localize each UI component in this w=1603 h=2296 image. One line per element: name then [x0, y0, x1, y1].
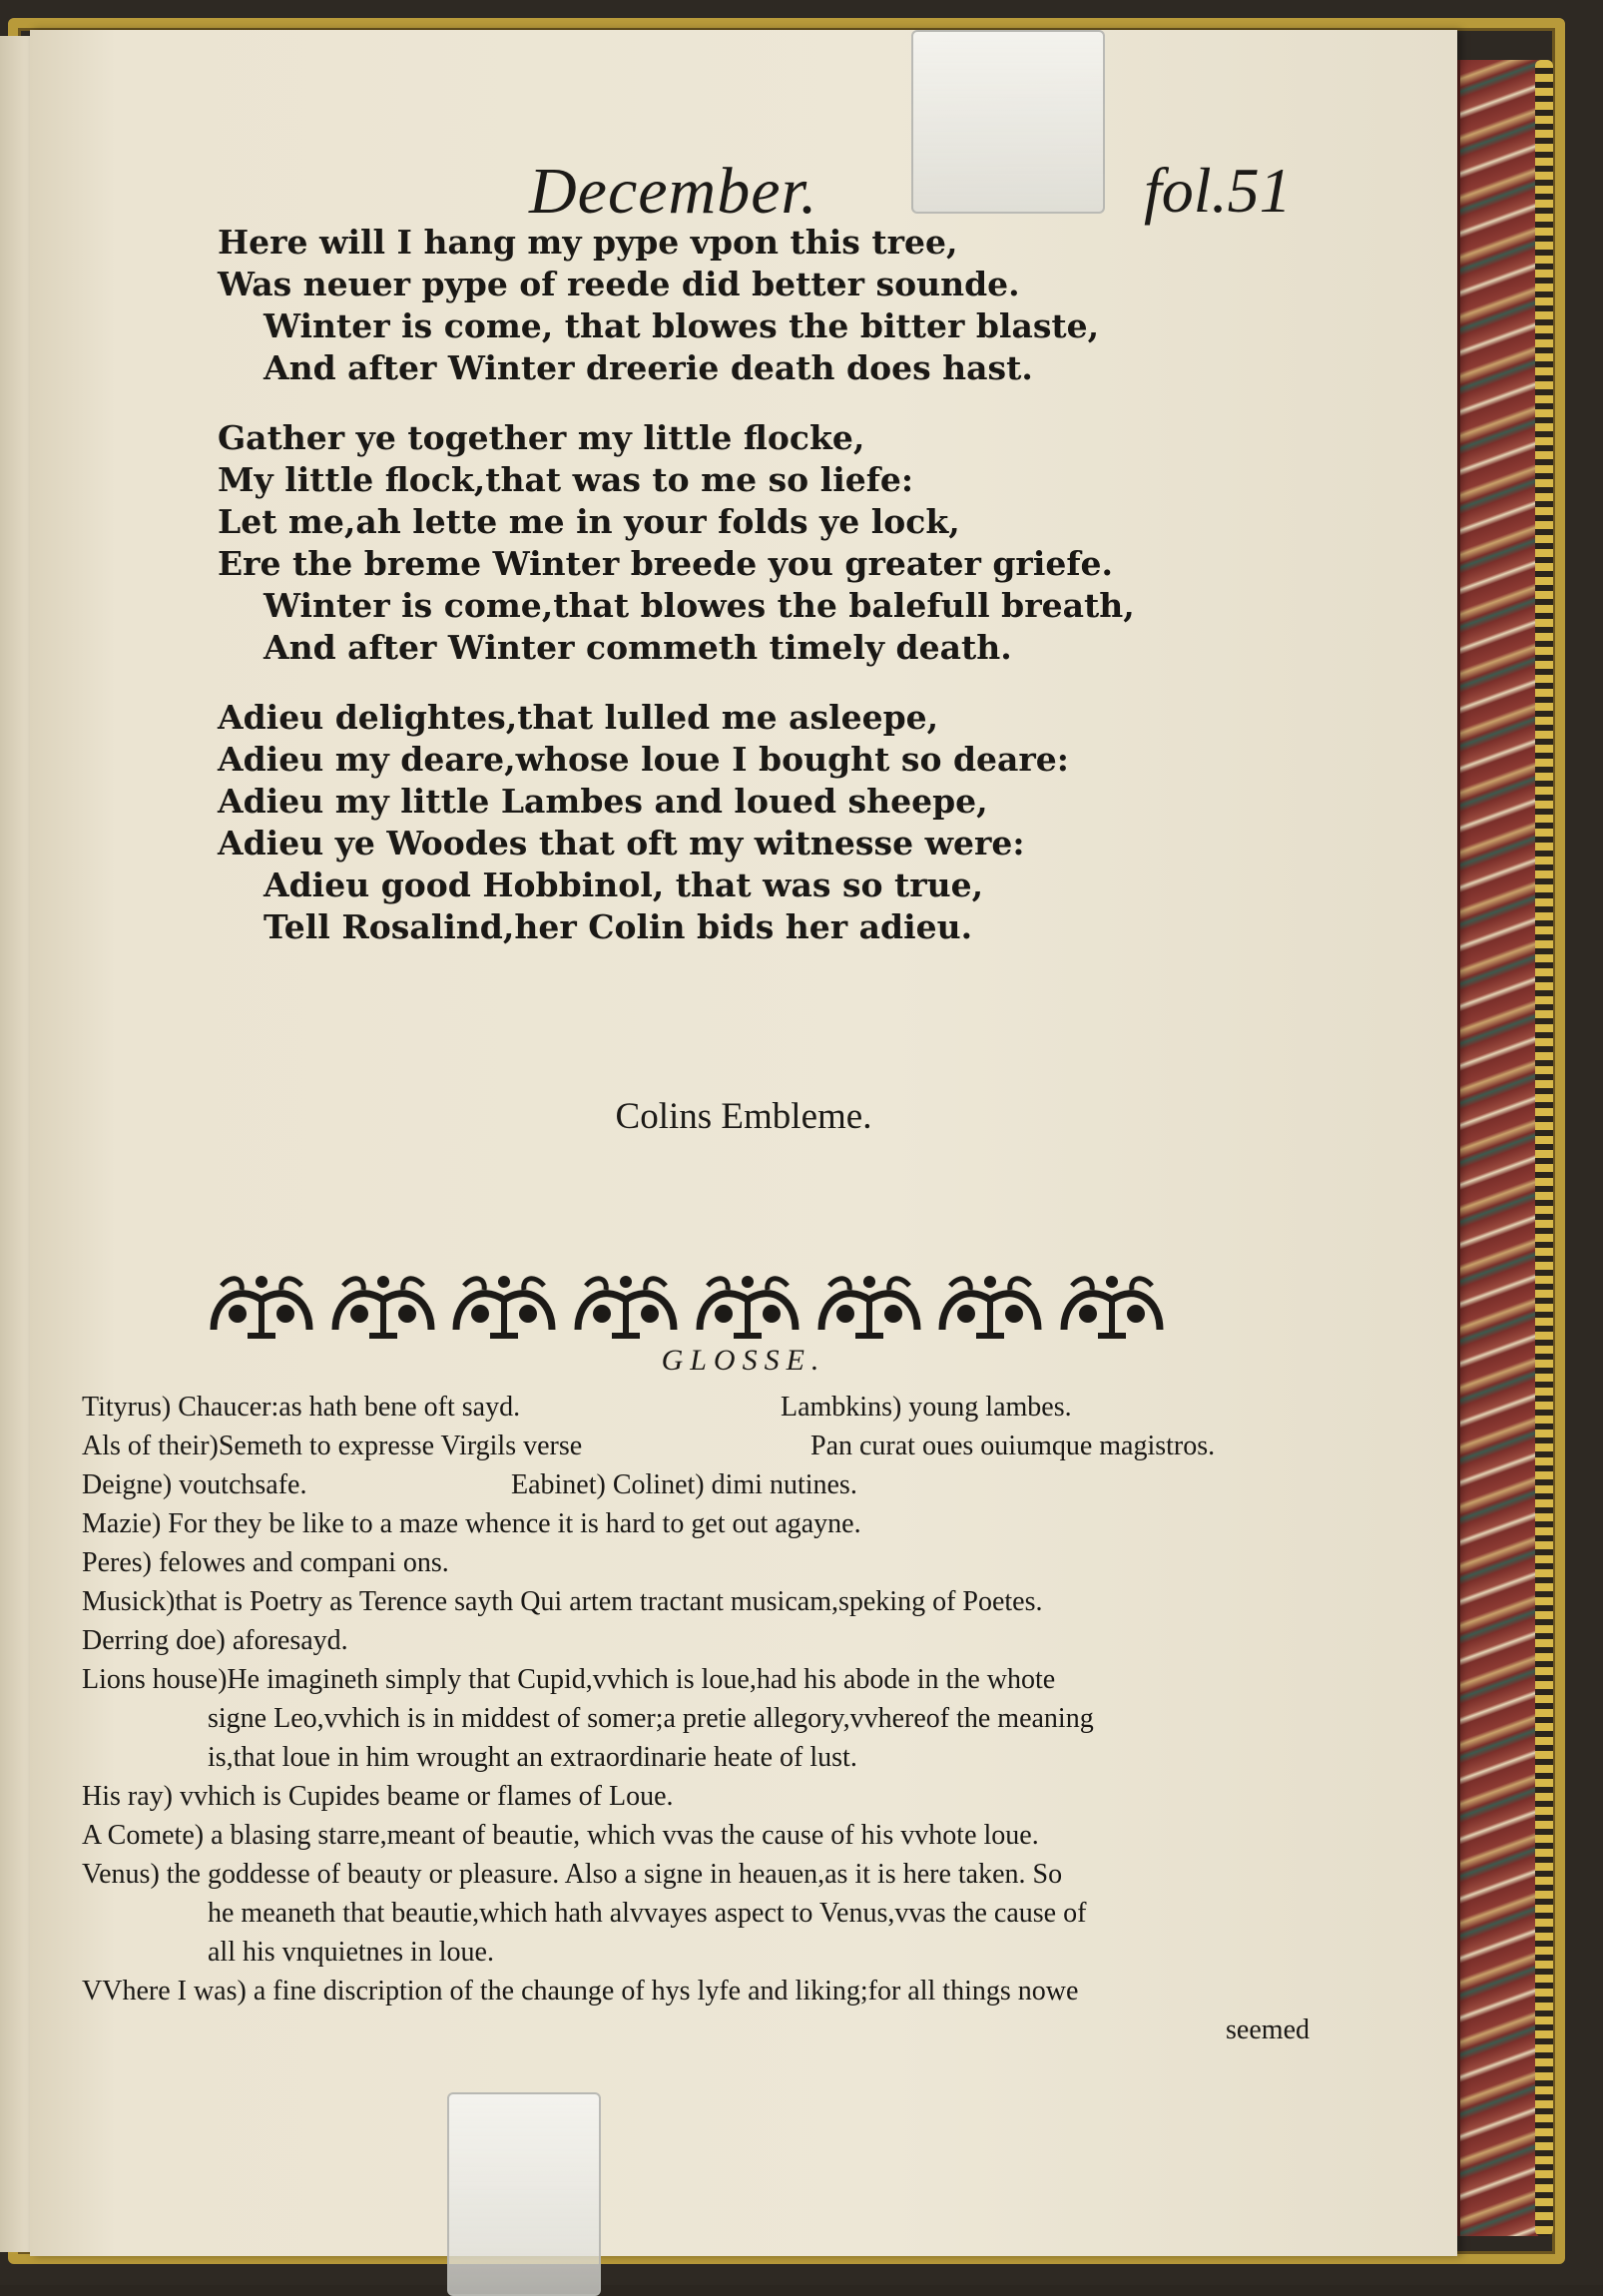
verse-line: And after Winter commeth timely death. — [264, 628, 1012, 667]
gloss-text-second-column: Pan curat oues ouiumque magistros. — [810, 1431, 1216, 1461]
verse-line: Winter is come,that blowes the balefull breath, — [264, 586, 1135, 625]
page-clip-bottom — [447, 2092, 601, 2296]
gloss-text: Derring doe) aforesayd. — [82, 1625, 348, 1656]
fleuron-ornament-icon — [450, 1270, 558, 1346]
verse-line: Gather ye together my little flocke, — [218, 418, 865, 457]
gloss-text-second-column: Lambkins) young lambes. — [781, 1392, 1072, 1423]
verse-line: Tell Rosalind,her Colin bids her adieu. — [264, 907, 973, 946]
verse-line: Adieu ye Woodes that oft my witnesse were: — [218, 824, 1025, 862]
gloss-entry — [82, 1388, 1320, 1427]
gloss-entry — [82, 1699, 1320, 1738]
gloss-entry — [82, 1816, 1320, 1855]
verse-block — [218, 222, 1365, 976]
fleuron-ornament-icon — [1058, 1270, 1166, 1346]
fleuron-ornament-icon — [572, 1270, 680, 1346]
gloss-entry — [82, 1933, 1320, 1972]
ornament-band — [208, 1268, 1166, 1348]
gloss-text: all his vnquietnes in loue. — [208, 1937, 494, 1968]
emblem-heading: Colins Embleme. — [615, 1096, 872, 1137]
gloss-entry — [82, 1465, 1320, 1504]
fleuron-ornament-icon — [329, 1270, 437, 1346]
gloss-text: signe Leo,vvhich is in middest of somer;a pretie allegory,vvhereof the meaning — [208, 1703, 1094, 1734]
gloss-text: Mazie) For they be like to a maze whence it is hard to get out agayne. — [82, 1508, 861, 1539]
verse-line: Adieu delightes,that lulled me asleepe, — [218, 698, 939, 737]
gloss-entry — [82, 1855, 1320, 1894]
verse-stanza — [218, 697, 1365, 948]
verse-line: Adieu my deare,whose loue I bought so deare: — [218, 740, 1069, 779]
gloss-text-second-column: Eabinet) Colinet) dimi nutines. — [511, 1469, 857, 1500]
gloss-text: VVhere I was) a fine discription of the chaunge of hys lyfe and liking;for all things nowe — [82, 1976, 1079, 2007]
gloss-block — [82, 1388, 1320, 2049]
gloss-text: seemed — [1226, 2014, 1310, 2045]
gloss-entry — [82, 1660, 1320, 1699]
gloss-title: GLOSSE. — [661, 1344, 826, 1377]
gloss-entry — [82, 1582, 1320, 1621]
gloss-text: Musick)that is Poetry as Terence sayth Qui artem tractant musicam,speking of Poetes. — [82, 1586, 1043, 1617]
gloss-text: His ray) vvhich is Cupides beame or flames of Loue. — [82, 1781, 674, 1812]
verse-line: Winter is come, that blowes the bitter blaste, — [264, 306, 1100, 345]
gloss-text: is,that loue in him wrought an extraordinarie heate of lust. — [208, 1742, 857, 1773]
gloss-text: A Comete) a blasing starre,meant of beautie, which vvas the cause of his vvhote loue. — [82, 1820, 1039, 1851]
fleuron-ornament-icon — [815, 1270, 923, 1346]
fleuron-ornament-icon — [208, 1270, 315, 1346]
verse-line: Adieu good Hobbinol, that was so true, — [264, 865, 984, 904]
verse-line: Was neuer pype of reede did better sounde. — [218, 265, 1020, 303]
verse-stanza — [218, 222, 1365, 389]
gloss-entry — [82, 1621, 1320, 1660]
gloss-entry — [82, 1894, 1320, 1933]
marbled-endpaper — [1457, 60, 1541, 2236]
verse-line: And after Winter dreerie death does hast. — [264, 348, 1033, 387]
folio-number: fol.51 — [1144, 155, 1292, 226]
gilt-chain-border — [1535, 60, 1553, 2236]
gloss-text: Lions house)He imagineth simply that Cupid,vvhich is loue,had his abode in the whote — [82, 1664, 1056, 1695]
gloss-text: Als of their)Semeth to expresse Virgils verse — [82, 1431, 583, 1461]
facing-page-edge — [0, 36, 30, 2252]
gloss-entry — [82, 1738, 1320, 1777]
book-page — [30, 30, 1457, 2256]
verse-line: Here will I hang my pype vpon this tree, — [218, 223, 958, 262]
gloss-entry — [82, 1972, 1320, 2010]
gloss-text: Deigne) voutchsafe. — [82, 1469, 307, 1500]
gloss-text: Venus) the goddesse of beauty or pleasure. Also a signe in heauen,as it is here taken. So — [82, 1859, 1063, 1890]
gloss-entry — [82, 2010, 1320, 2049]
fleuron-ornament-icon — [694, 1270, 802, 1346]
gloss-text: Peres) felowes and compani ons. — [82, 1547, 449, 1578]
fleuron-ornament-icon — [936, 1270, 1044, 1346]
page-header — [30, 138, 1457, 228]
verse-line: My little flock,that was to me so liefe: — [218, 460, 914, 499]
verse-line: Adieu my little Lambes and loued sheepe, — [218, 782, 988, 821]
gloss-entry — [82, 1543, 1320, 1582]
gloss-text: Tityrus) Chaucer:as hath bene oft sayd. — [82, 1392, 521, 1423]
gloss-entry — [82, 1504, 1320, 1543]
gloss-text: he meaneth that beautie,which hath alvvayes aspect to Venus,vvas the cause of — [208, 1898, 1087, 1929]
gloss-entry — [82, 1427, 1320, 1465]
verse-stanza — [218, 417, 1365, 669]
verse-line: Ere the breme Winter breede you greater griefe. — [218, 544, 1114, 583]
running-title: December. — [529, 155, 818, 228]
gloss-entry — [82, 1777, 1320, 1816]
verse-line: Let me,ah lette me in your folds ye lock, — [218, 502, 960, 541]
